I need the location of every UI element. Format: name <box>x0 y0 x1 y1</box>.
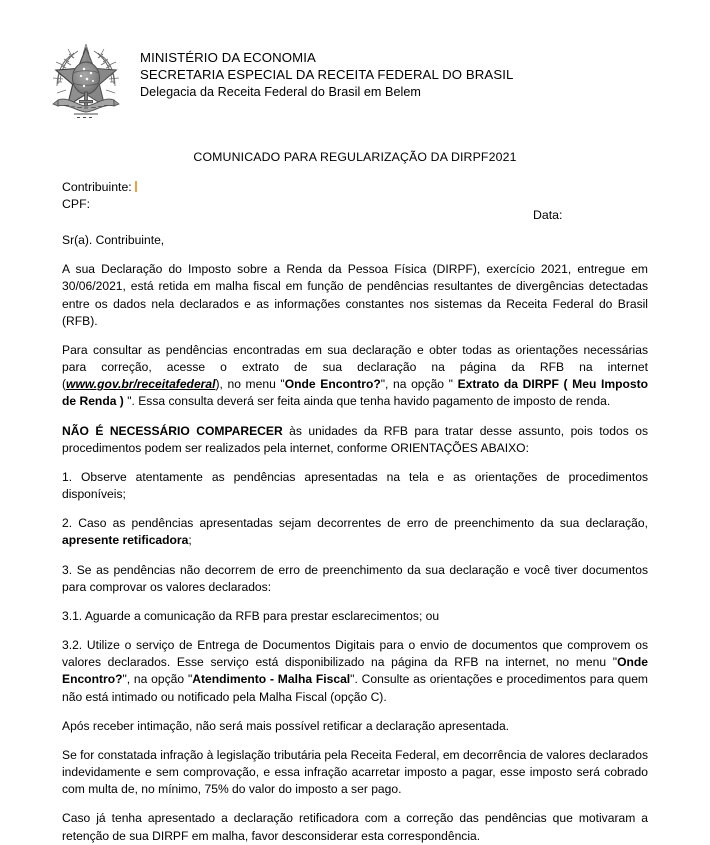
no-attendance-emphasis: NÃO É NECESSÁRIO COMPARECER <box>62 423 283 438</box>
redacted-taxpayer-value <box>135 181 137 192</box>
option-atendimento-malha-fiscal-label: Atendimento - Malha Fiscal <box>192 672 351 687</box>
paragraph-declaration-status: A sua Declaração do Imposto sobre a Renda da Pessoa Física (DIRPF), exercício 2021, entregue em 30/06/2021, está retida em malha fiscal em função de pendências resultantes de divergências detectadas entre os dados nela declarados e as informações constantes nos sistemas da Receita Federal do Brasil (RFB). <box>62 262 648 328</box>
ministry-name: MINISTÉRIO DA ECONOMIA <box>140 50 316 65</box>
taxpayer-label: Contribuinte: <box>62 180 132 194</box>
paragraph-after-notification: Após receber intimação, não será mais possível retificar a declaração apresentada. <box>62 718 510 733</box>
taxpayer-field <box>62 179 137 196</box>
paragraph-no-attendance-required <box>62 423 648 457</box>
brazilian-coat-of-arms-icon <box>48 40 124 122</box>
secretariat-name: SECRETARIA ESPECIAL DA RECEITA FEDERAL DO BRASIL <box>140 66 514 82</box>
consult-text-part4: ". Essa consulta deverá ser feita ainda que tenha havido pagamento de imposto de renda. <box>123 394 611 409</box>
identification-fields <box>62 179 137 212</box>
receita-federal-url[interactable]: www.gov.br/receitafederal <box>66 377 216 392</box>
consult-text-part3: ", na opção " <box>380 377 458 392</box>
item2-part2: ; <box>188 533 192 548</box>
cpf-field <box>62 196 137 213</box>
date-field <box>533 208 562 222</box>
consult-text-part2: ), no menu " <box>215 377 285 392</box>
option-extrato-dirpf-label: Extrato da DIRPF ( Meu Imposto de Renda ) <box>62 377 648 409</box>
menu-onde-encontro-label-2: Onde Encontro? <box>62 655 648 687</box>
instruction-item-1: 1. Observe atentamente as pendências apresentadas na tela e as orientações de procedimentos disponíveis; <box>62 469 648 502</box>
consult-text-part1: Para consultar as pendências encontradas em sua declaração e obter todas as orientações necessárias para correção, acesse o extrato de sua declaração na página da RFB na internet ( <box>62 342 648 392</box>
instruction-item-3-1: 3.1. Aguarde a comunicação da RFB para prestar esclarecimentos; ou <box>62 608 440 623</box>
instruction-item-3-2 <box>62 637 648 706</box>
no-attendance-rest: às unidades da RFB para tratar desse assunto, pois todos os procedimentos podem ser realizados pela internet, conforme ORIENTAÇÕES ABAIXO: <box>62 423 648 455</box>
date-label: Data: <box>533 208 563 222</box>
item3-2-part2: ", na opção " <box>122 672 193 687</box>
regional-office-name: Delegacia da Receita Federal do Brasil em Belem <box>140 84 421 99</box>
paragraph-how-to-consult <box>62 342 648 411</box>
document-body <box>62 232 648 845</box>
cpf-label: CPF: <box>62 196 91 211</box>
item3-2-part1: 3.2. Utilize o serviço de Entrega de Documentos Digitais para o envio de documentos que comprovem os valores declarados. Esse serviço está disponibilizado na página da RFB na internet, no menu " <box>62 638 648 670</box>
document-title: COMUNICADO PARA REGULARIZAÇÃO DA DIRPF2021 <box>193 150 517 164</box>
organization-block <box>140 40 513 100</box>
instruction-item-2 <box>62 515 648 549</box>
instruction-item-3: 3. Se as pendências não decorrem de erro de preenchimento da sua declaração e você tiver documentos para comprovar os valores declarados: <box>62 562 648 594</box>
paragraph-disregard-notice: Caso já tenha apresentado a declaração retificadora com a correção das pendências que motivaram a retenção de sua DIRPF em malha, favor desconsiderar esta correspondência. <box>62 811 648 843</box>
apresente-retificadora-emphasis: apresente retificadora <box>62 533 189 548</box>
letterhead <box>0 40 710 122</box>
salutation: Sr(a). Contribuinte, <box>62 233 165 247</box>
menu-onde-encontro-label: Onde Encontro? <box>284 377 381 392</box>
item2-part1: 2. Caso as pendências apresentadas sejam decorrentes de erro de preenchimento da sua declaração, <box>62 516 648 531</box>
paragraph-penalty-warning: Se for constatada infração à legislação tributária pela Receita Federal, em decorrência de valores declarados indevidamente e sem comprovação, e essa infração acarretar imposto a pagar, esse imposto será cobrado com multa de, no mínimo, 75% do valor do imposto a ser pago. <box>62 747 648 797</box>
item3-2-part3: ". Consulte as orientações e procedimentos para quem não está intimado ou notificado pela Malha Fiscal (opção C). <box>62 672 649 704</box>
